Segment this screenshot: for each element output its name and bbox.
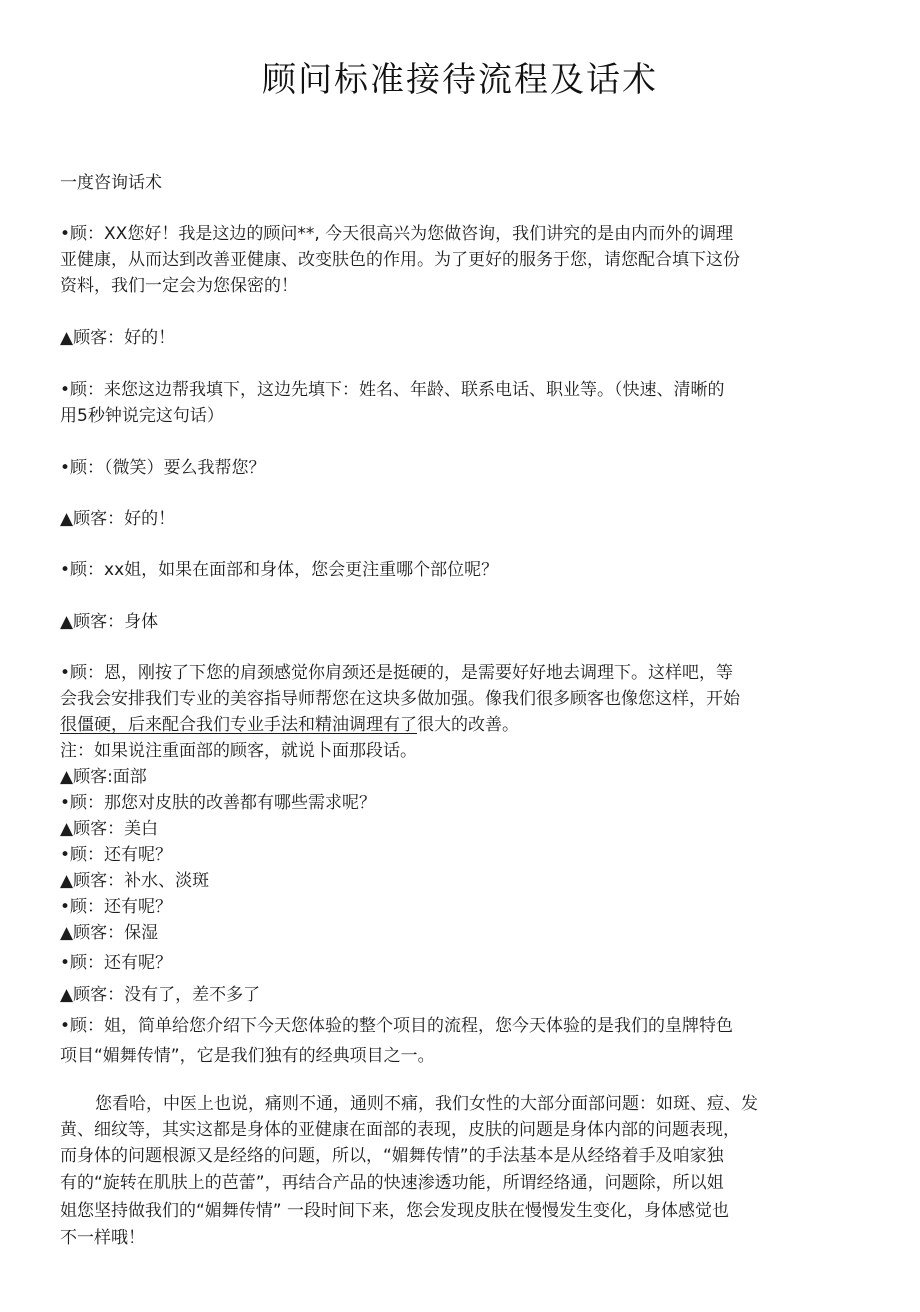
paragraph-line: 您看哈，中医上也说，痛则不通，通则不痛，我们女性的大部分面部问题：如斑、痘、发 (95, 1094, 758, 1114)
text-line: 亚健康，从而达到改善亚健康、改变肤色的作用。为了更好的服务于您，请您配合填下这份 (60, 250, 740, 270)
underlined-text: 很僵硬，后来配合我们专业手法和精油调理有了 (60, 715, 417, 735)
dialogue-line: •顾：还有呢？ (60, 897, 173, 917)
dialogue-line: ▲顾客:面部 (60, 767, 147, 787)
dialogue-line: ▲顾客：没有了，差不多了 (60, 985, 261, 1005)
paragraph-line: 不一样哦！ (60, 1228, 145, 1248)
dialogue-line: ▲顾客：补水、淡斑 (60, 871, 210, 891)
text-line: 用5秒钟说完这句话） (60, 406, 224, 426)
paragraph-line: 而身体的问题根源又是经络的问题，所以，“媚舞传情”的手法基本是从经络着手及咱家独 (60, 1146, 724, 1166)
text-line (60, 712, 850, 738)
text-line: 项目“媚舞传情”，它是我们独有的经典项目之一。 (60, 1046, 435, 1066)
text-line: •顾：姐，简单给您介绍下今天您体验的整个项目的流程，您今天体验的是我们的皇牌特色 (60, 1016, 734, 1036)
document-title: 顾问标准接待流程及话术 (262, 60, 658, 100)
paragraph-line: 姐您坚持做我们的“媚舞传情” 一段时间下来，您会发现皮肤在慢慢发生变化，身体感觉也 (60, 1201, 730, 1221)
text-line: •顾：来您这边帮我填下，这边先填下：姓名、年龄、联系电话、职业等。（快速、清晰的 (60, 380, 725, 400)
text-line: 会我会安排我们专业的美容指导师帮您在这块多做加强。像我们很多顾客也像您这样，开始 (60, 689, 740, 709)
dialogue-line: ▲顾客：美白 (60, 819, 159, 839)
text-line: •顾：（微笑）要么我帮您？ (60, 458, 266, 478)
text-span: 很大的改善。 (417, 715, 519, 735)
dialogue-line: •顾：还有呢？ (60, 845, 173, 865)
text-line: ▲顾客：身体 (60, 612, 159, 632)
text-line: ▲顾客：好的！ (60, 509, 176, 529)
dialogue-line: •顾：那您对皮肤的改善都有哪些需求呢？ (60, 793, 377, 813)
text-line: ▲顾客：好的！ (60, 328, 176, 348)
dialogue-line: •顾：还有呢？ (60, 953, 173, 973)
paragraph-line: 黄、细纹等，其实这都是身体的亚健康在面部的表现，皮肤的问题是身体内部的问题表现， (60, 1120, 740, 1140)
text-line: •顾：XX您好！我是这边的顾问**, 今天很高兴为您做咨询，我们讲究的是由内而外的调理 (60, 224, 734, 244)
note-line: 注：如果说注重面部的顾客，就说卜面那段话。 (60, 741, 417, 761)
text-line: 资料，我们一定会为您保密的！ (60, 276, 298, 296)
dialogue-line: ▲顾客：保湿 (60, 923, 159, 943)
section-heading: 一度咨询话术 (60, 173, 162, 193)
text-line: •顾：恩，刚按了下您的肩颈感觉你肩颈还是挺硬的，是需要好好地去调理下。这样吧，等 (60, 663, 734, 683)
paragraph-line: 有的“旋转在肌肤上的芭蕾”，再结合产品的快速渗透功能，所谓经络通，问题除，所以姐 (60, 1173, 724, 1193)
text-line: •顾：xx姐，如果在面部和身体，您会更注重哪个部位呢？ (60, 560, 499, 580)
